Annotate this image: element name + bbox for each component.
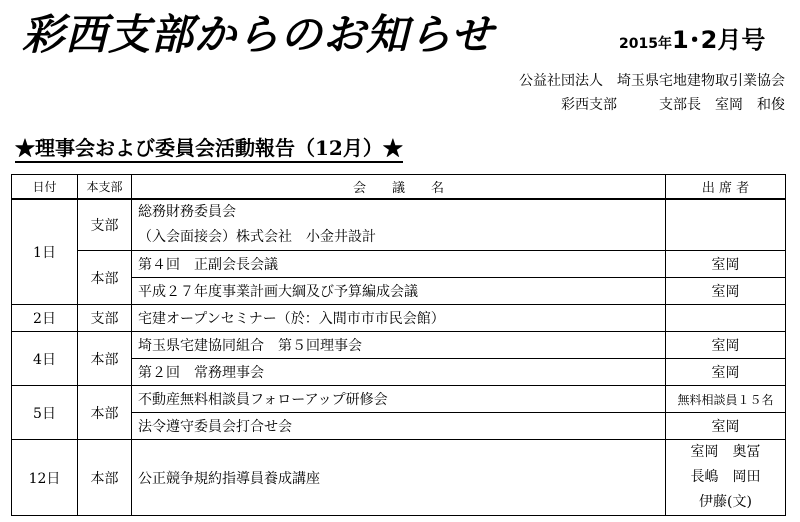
- meeting-cell: 第４回 正副会長会議: [132, 251, 666, 278]
- attendees-cell: [666, 305, 786, 332]
- header-date: 日付: [12, 175, 78, 200]
- attendees-cell: 室岡: [666, 413, 786, 440]
- issue-year: 2015年: [619, 36, 672, 52]
- page-title: 彩西支部からのお知らせ: [22, 10, 494, 59]
- branch-cell: 本部: [78, 251, 132, 305]
- date-cell: 4日: [12, 332, 78, 386]
- header-branch: 本支部: [78, 175, 132, 200]
- table-row: [12, 305, 786, 332]
- table-row: [12, 440, 786, 516]
- activity-table: [11, 174, 786, 516]
- attendees-cell: 室岡: [666, 332, 786, 359]
- header-meeting: 会 議 名: [132, 175, 666, 200]
- meeting-name: 総務財務委員会: [138, 204, 236, 220]
- branch-cell: 支部: [78, 305, 132, 332]
- meeting-cell: 第２回 常務理事会: [132, 359, 666, 386]
- attendees-cell: 室岡: [666, 251, 786, 278]
- date-cell: 12日: [12, 440, 78, 516]
- branch-chief: 彩西支部 支部長 室岡 和俊: [561, 97, 785, 113]
- issue-label: [619, 20, 765, 55]
- issue-month: 1･2月号: [671, 26, 766, 54]
- meeting-cell: 平成２７年度事業計画大綱及び予算編成会議: [132, 278, 666, 305]
- branch-cell: 支部: [78, 199, 132, 251]
- table-row: [12, 332, 786, 359]
- attendees-cell: 室岡: [666, 278, 786, 305]
- attendee-line: 長嶋 岡田: [690, 469, 761, 485]
- meeting-cell: 不動産無料相談員フォローアップ研修会: [132, 386, 666, 413]
- meeting-cell: 埼玉県宅建協同組合 第５回理事会: [132, 332, 666, 359]
- date-cell: 2日: [12, 305, 78, 332]
- branch-cell: 本部: [78, 332, 132, 386]
- meeting-cell: 公正競争規約指導員養成講座: [132, 440, 666, 516]
- table-row: [12, 199, 786, 251]
- meeting-cell: 宅建オープンセミナー（於：入間市市市民会館）: [132, 305, 666, 332]
- attendees-cell: [666, 440, 786, 516]
- section-underline: [15, 161, 403, 163]
- table-row: [12, 251, 786, 278]
- attendees-cell: 無料相談員１５名: [666, 386, 786, 413]
- table-header-row: [12, 175, 786, 200]
- header-attendees: 出 席 者: [666, 175, 786, 200]
- branch-cell: 本部: [78, 386, 132, 440]
- date-cell: 1日: [12, 199, 78, 305]
- table-row: [12, 386, 786, 413]
- attendees-cell: [666, 199, 786, 251]
- attendee-line: 室岡 奥冨: [690, 444, 761, 460]
- section-title-text: ★理事会および委員会活動報告（12月）★: [15, 136, 403, 160]
- attendee-line: 伊藤(文): [699, 494, 752, 510]
- meeting-cell: [132, 199, 666, 251]
- meeting-cell: 法令遵守委員会打合せ会: [132, 413, 666, 440]
- organization-name: 公益社団法人 埼玉県宅地建物取引業協会: [519, 73, 785, 89]
- date-cell: 5日: [12, 386, 78, 440]
- meeting-detail: （入会面接会）株式会社 小金井設計: [138, 229, 376, 245]
- section-title: [15, 132, 403, 161]
- branch-cell: 本部: [78, 440, 132, 516]
- attendees-cell: 室岡: [666, 359, 786, 386]
